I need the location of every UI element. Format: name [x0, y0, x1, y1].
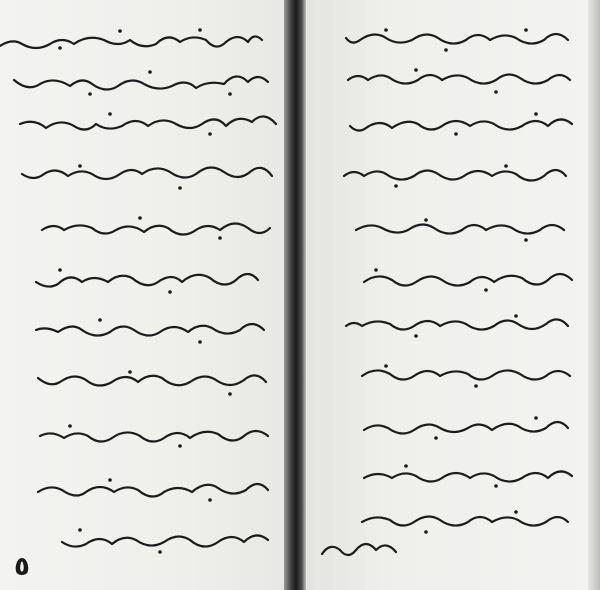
- right-page: [306, 0, 600, 590]
- handwritten-line: [344, 170, 566, 181]
- handwritten-line: [364, 422, 568, 434]
- right-page-handwriting: [306, 0, 600, 590]
- handwritten-line: [362, 516, 568, 525]
- handwritten-line: [62, 535, 268, 546]
- handwritten-line: [38, 484, 268, 497]
- handwritten-line: [0, 36, 262, 48]
- left-page: [0, 0, 284, 590]
- handwritten-line: [14, 76, 268, 89]
- handwritten-line: [40, 431, 268, 442]
- page-edge: [588, 0, 600, 590]
- handwritten-line: [364, 274, 572, 286]
- handwritten-line: [356, 224, 564, 233]
- handwritten-line: [346, 34, 568, 44]
- handwritten-line: [20, 116, 276, 129]
- handwritten-line: [350, 119, 572, 130]
- handwritten-line: [42, 223, 270, 234]
- page-number: ٥: [14, 552, 30, 582]
- handwritten-line: [346, 319, 568, 329]
- book-gutter: [284, 0, 306, 590]
- handwritten-line: [362, 370, 570, 379]
- handwritten-line: [322, 544, 396, 555]
- handwritten-line: [348, 74, 570, 83]
- handwritten-line: [38, 375, 266, 385]
- handwritten-line: [36, 274, 258, 287]
- left-page-handwriting: [0, 0, 284, 590]
- handwritten-line: [22, 167, 272, 179]
- handwritten-line: [364, 471, 572, 481]
- handwritten-line: [36, 324, 264, 336]
